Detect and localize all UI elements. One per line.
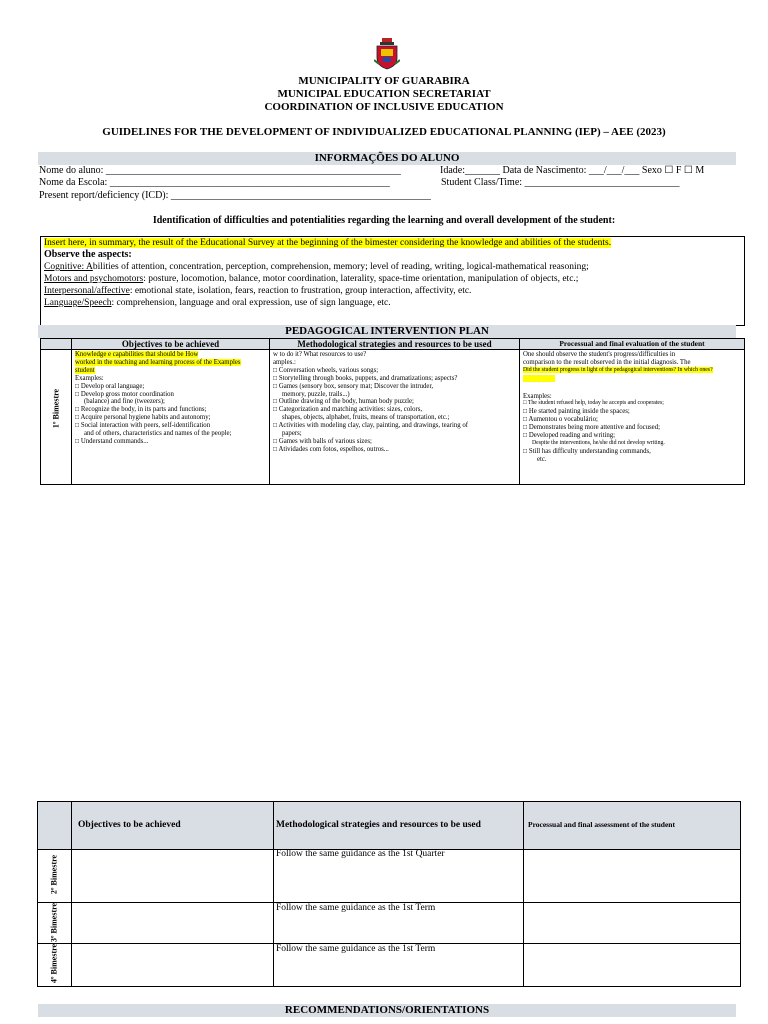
aspect-interpersonal: Interpersonal/affective: emotional state, isolation, fears, reaction to frustration, group interaction, affectivity, etc. (44, 286, 472, 296)
student-info-header: INFORMAÇÕES DO ALUNO (38, 152, 736, 165)
period-2-methods: Follow the same guidance as the 1st Quarter (276, 849, 445, 859)
objective-item: □ Understand commands... (75, 438, 269, 446)
aspect-cognitive: Cognitive: Abilities of attention, concentration, perception, comprehension, memory; level of reading, writing, logical-mathematical reasoning; (44, 262, 589, 272)
period-3-methods: Follow the same guidance as the 1st Term (276, 903, 436, 913)
period-1-label: 1º Bimestre (51, 388, 61, 429)
student-name-field[interactable]: Nome do aluno: ___________________________________________________________ (39, 165, 401, 176)
aspect-language: Language/Speech: comprehension, language and oral expression, use of sign language, etc. (44, 298, 391, 308)
plan-col-objectives: Objectives to be achieved (121, 339, 220, 349)
municipality-line: MUNICIPALITY OF GUARABIRA (298, 75, 470, 87)
school-name-field[interactable]: Nome da Escola: ________________________________________________________ (39, 177, 390, 188)
recommendations-header: RECOMMENDATIONS/ORIENTATIONS (38, 1004, 736, 1017)
class-time-field[interactable]: Student Class/Time: _______________________________ (441, 177, 680, 188)
period-4-label: 4º Bimestre (49, 943, 59, 984)
document-title: GUIDELINES FOR THE DEVELOPMENT OF INDIVIDUALIZED EDUCATIONAL PLANNING (IEP) – AEE (2023) (102, 126, 666, 138)
observe-aspects-label: Observe the aspects: (44, 249, 132, 260)
secretariat-line: MUNICIPAL EDUCATION SECRETARIAT (277, 88, 491, 100)
plan-col-methods: Methodological strategies and resources to be used (297, 339, 492, 349)
bimester-table (37, 801, 741, 987)
survey-instruction: Insert here, in summary, the result of the Educational Survey at the beginning of the bimester considering the knowledge and abilities of the students. (44, 238, 612, 248)
identification-title: Identification of difficulties and potentialities regarding the learning and overall development of the student: (152, 215, 616, 226)
identification-box (40, 236, 745, 326)
report-deficiency-field[interactable]: Present report/deficiency (ICD): ____________________________________________________ (39, 190, 431, 201)
coordination-line: COORDINATION OF INCLUSIVE EDUCATION (264, 101, 504, 113)
methods-cell: w to do it? What resources to use? amples.: □ Conversation wheels, various songs; □ Storytelling through books, puppets, and dramatizations; aspects? □ Games (sensory box, sensory mat; Discover the intruder, memory, puzzle, trails...) □ Outline drawing of the body, human body puzzle; □ Categorization and matching activities: sizes, colors, shapes, objects, alphabet, fruits, means of transportation, etc.; □ Activities with modeling clay, clay, painting, and drawings, tearing of papers; □ Games with balls of various sizes; □ Atividades com fotos, espelhos, outros... (273, 351, 517, 454)
t2-col-objectives: Objectives to be achieved (78, 820, 181, 830)
evaluation-cell: One should observe the student's progress/difficulties in comparison to the result observed in the initial diagnosis. The Did the student progress in light of the pedagogical interventions? In which ones? Examples: □ The student refused help, today he accepts and cooperates; □ He started painting inside the spaces; □ Aumentou o vocabulário; □ Demonstrates being more attentive and focused; □ Developed reading and writing; Despite the interventions, he/she did not develop writing. □ Still has difficulty understanding commands, etc. (523, 351, 741, 464)
objectives-cell: Knowledge e capabilities that should be How worked in the teaching and learning process of the Examples student Examples: □ Develop oral language; □ Develop gross motor coordination (balance) and fine (tweezers); □ Recognize the body, in its parts and functions; □ Acquire personal hygiene habits and autonomy; □ Social interaction with peers, self-identification and of others, characteristics and names of the people; □ Understand commands... (75, 351, 269, 446)
objective-item: □ Develop oral language; (75, 383, 269, 391)
intervention-plan-table (40, 338, 745, 485)
t2-col-assessment: Processual and final assessment of the student (528, 820, 675, 829)
objective-item: □ Social interaction with peers, self-identification (75, 422, 269, 430)
municipal-coat-of-arms-icon (374, 38, 400, 70)
period-3-label: 3º Bimestre (49, 902, 59, 943)
objective-item: □ Acquire personal hygiene habits and autonomy; (75, 414, 269, 422)
plan-header: PEDAGOGICAL INTERVENTION PLAN (38, 325, 736, 338)
age-birth-sex-field[interactable]: Idade:_______ Data de Nascimento: ___/___/___ Sexo ☐ F ☐ M (440, 165, 705, 176)
objective-item: □ Develop gross motor coordination (75, 391, 269, 399)
period-4-methods: Follow the same guidance as the 1st Term (276, 944, 436, 954)
plan-col-evaluation: Processual and final evaluation of the student (559, 339, 705, 348)
t2-col-methods: Methodological strategies and resources to be used (276, 820, 481, 830)
objective-item: □ Recognize the body, in its parts and functions; (75, 406, 269, 414)
aspect-motors: Motors and psychomotors: posture, locomotion, balance, motor coordination, laterality, space-time orientation, manipulation of objects, etc.; (44, 274, 579, 284)
period-2-label: 2º Bimestre (49, 854, 59, 895)
